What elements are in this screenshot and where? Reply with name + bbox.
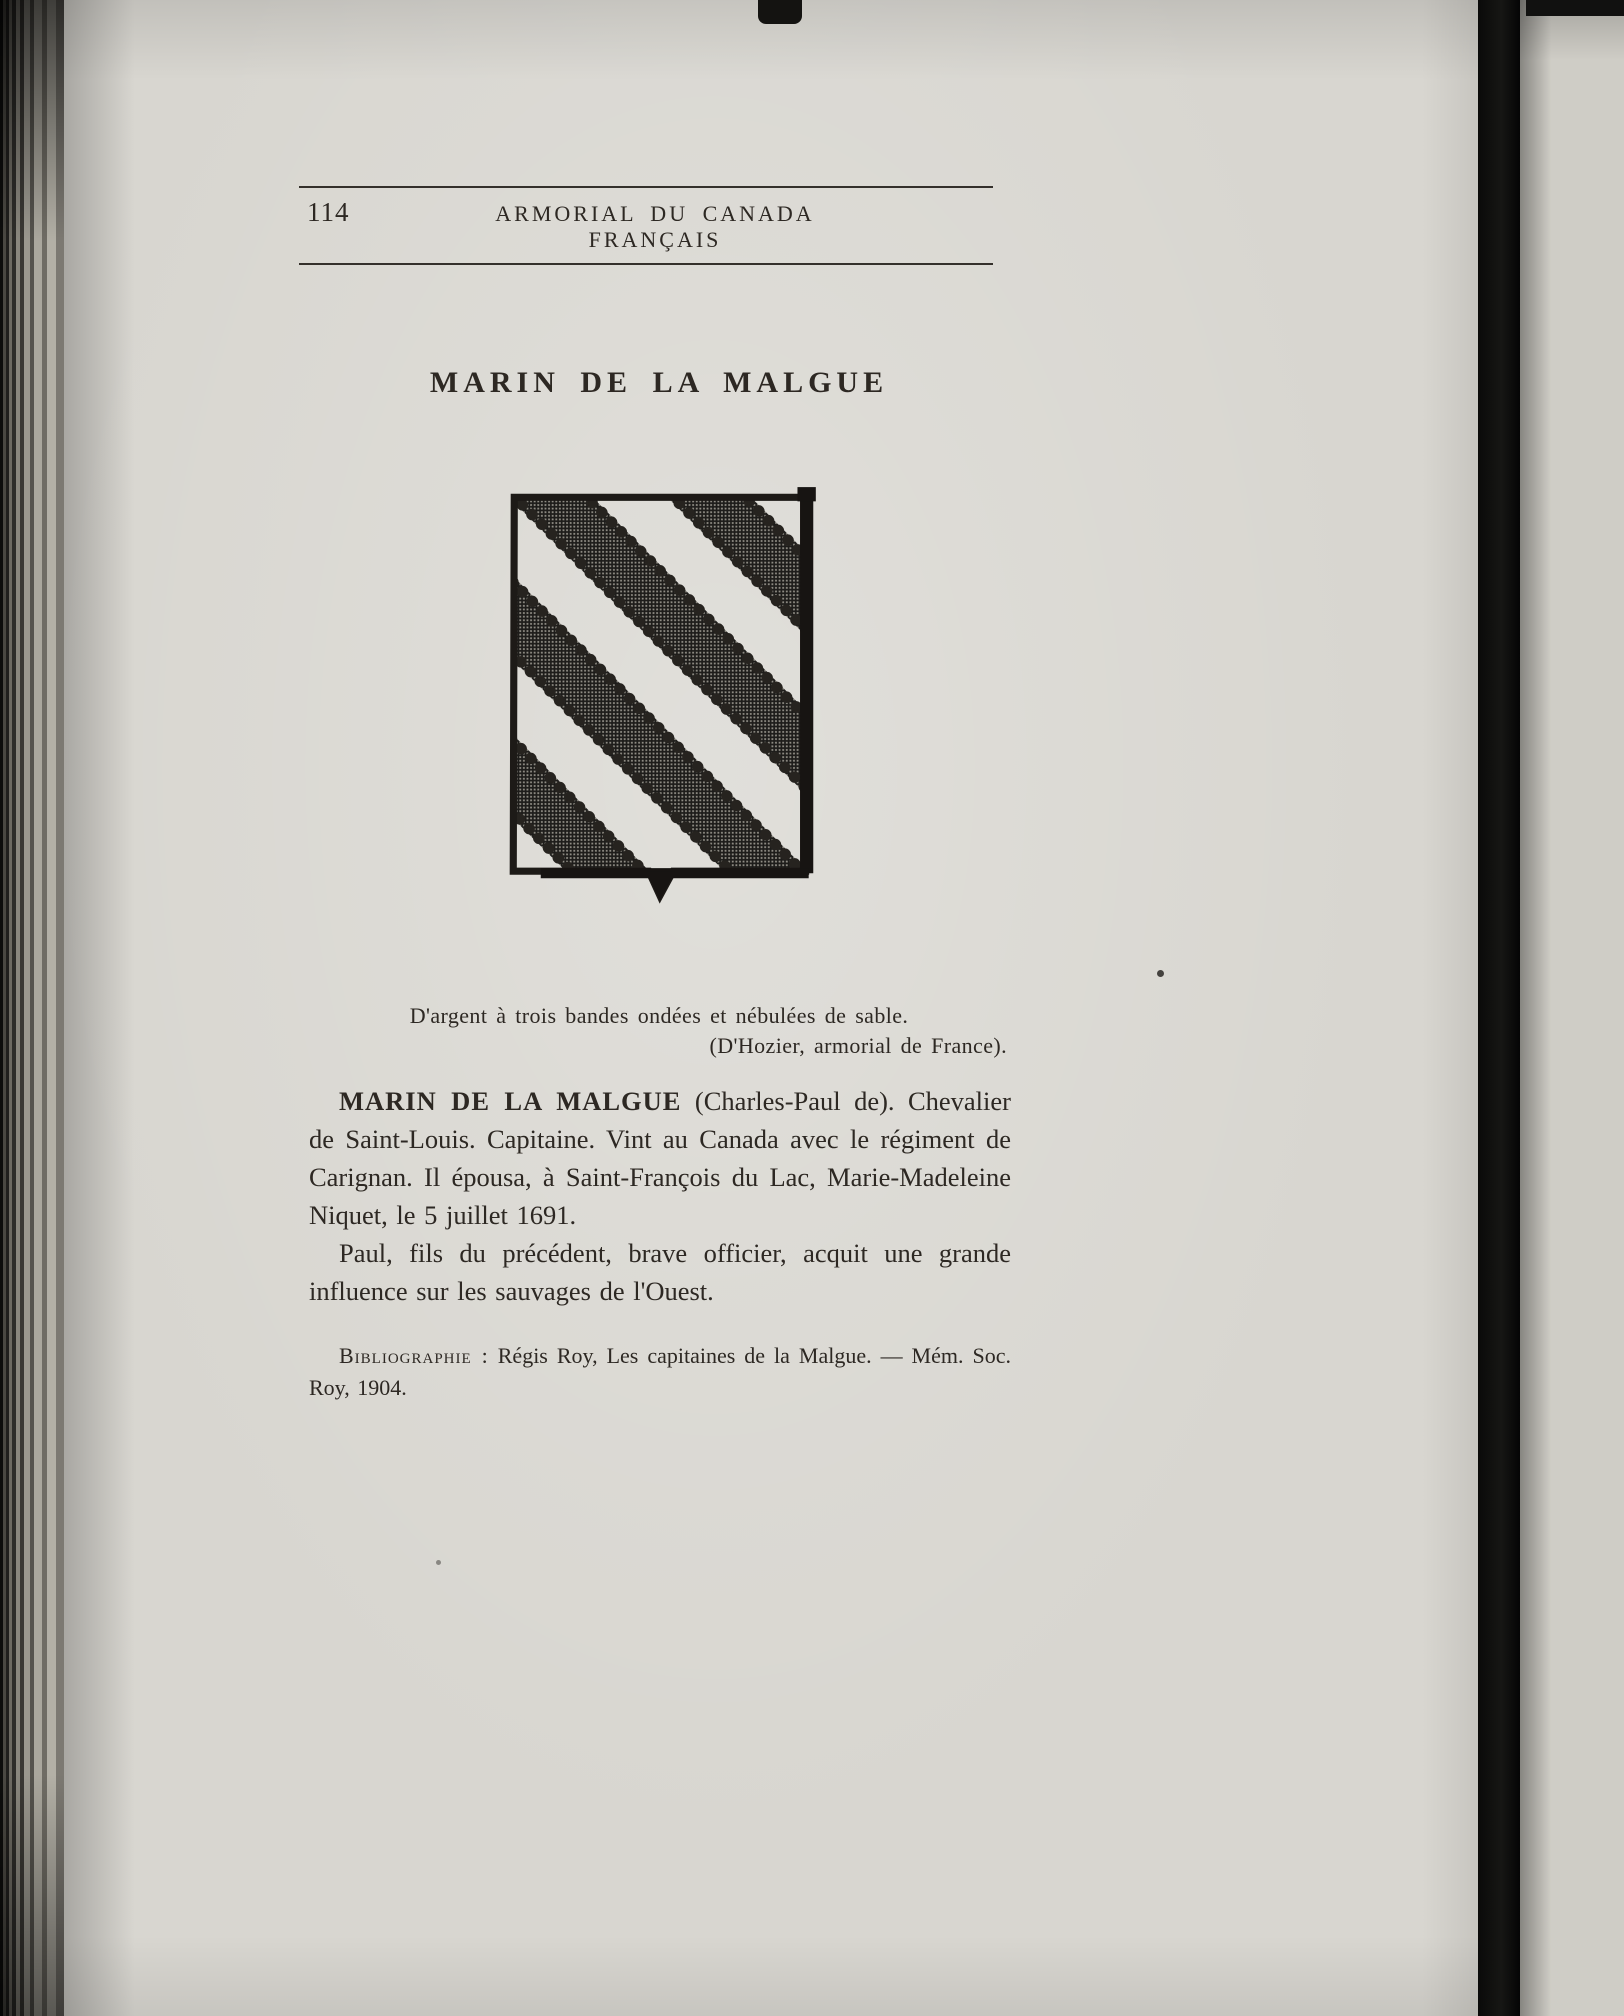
shield-bands: [500, 484, 826, 914]
paragraph: [309, 1082, 1011, 1234]
page-number: 114: [307, 197, 350, 227]
paragraph-text: (Charles-Paul de). Chevalier de Saint-Louis. Capitaine. Vint au Canada avec le régiment de Carignan. Il épousa, à Saint-François du Lac, Marie-Madeleine Niquet, le 5 juillet 1691.: [309, 1086, 1011, 1230]
book-gutter: [1478, 0, 1520, 2016]
scan-speck: [1157, 970, 1164, 977]
page: [64, 0, 1478, 2016]
article-body: [309, 1082, 1011, 1404]
running-header-title: ARMORIAL DU CANADA FRANÇAIS: [495, 201, 815, 252]
blazon-caption: [309, 1003, 1009, 1059]
blazon-text: D'argent à trois bandes ondées et nébulées de sable.: [409, 1003, 909, 1028]
next-page-edge: [1520, 0, 1624, 2016]
scan-artifact: [1526, 0, 1624, 16]
paragraph: [309, 1234, 1011, 1310]
blazon-source: (D'Hozier, armorial de France).: [709, 1033, 1007, 1058]
running-header: [299, 186, 993, 265]
bibliography-text: Régis Roy, Les capitaines de la Malgue. — Mém. Soc. Roy, 1904.: [309, 1343, 1011, 1400]
coat-of-arms-image: [500, 484, 826, 914]
scan-speck: [436, 1560, 441, 1565]
bibliography-label: Bibliographie :: [339, 1343, 489, 1368]
article-title: MARIN DE LA MALGUE: [429, 366, 889, 399]
scan-artifact: [758, 0, 802, 24]
paragraph-lead: MARIN DE LA MALGUE: [339, 1086, 682, 1116]
bibliography: [309, 1340, 1011, 1404]
book-page-edges: [0, 0, 64, 2016]
paragraph-text: Paul, fils du précédent, brave officier, acquit une grande influence sur les sauvages de l'Ouest.: [309, 1238, 1011, 1306]
